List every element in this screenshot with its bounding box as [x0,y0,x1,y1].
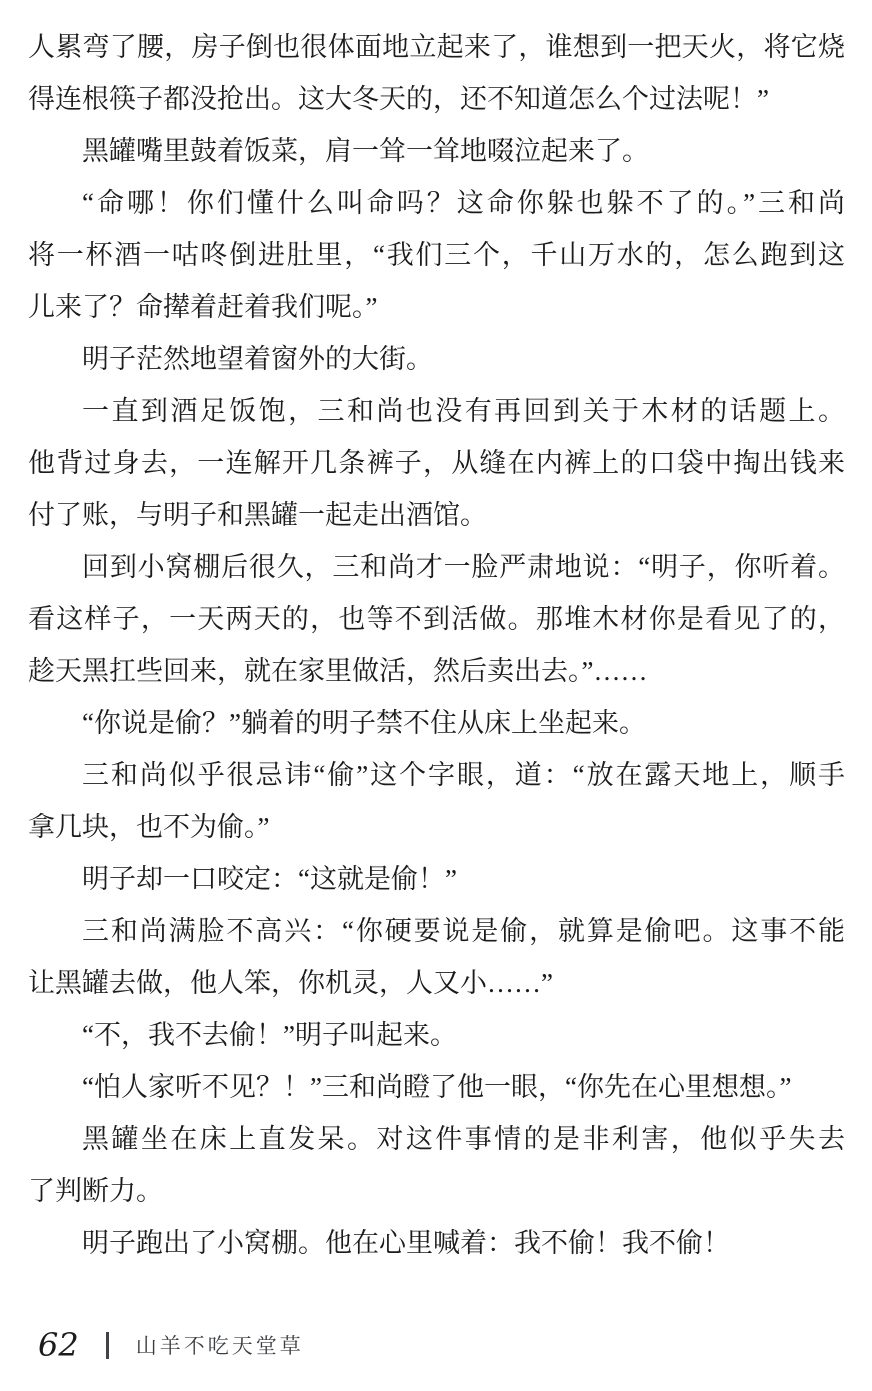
paragraph [28,905,845,1009]
text-line: 回到小窝棚后很久，三和尚才一脸严肃地说：“明子，你听着。 [82,552,845,582]
paragraph [28,1061,845,1113]
book-title: 山羊不吃天堂草 [135,1335,304,1358]
paragraph [28,697,845,749]
text-line: 趁天黑扛些回来，就在家里做活，然后卖出去。”…… [28,656,648,686]
text-line: 黑罐嘴里鼓着饭菜，肩一耸一耸地啜泣起来了。 [82,136,649,166]
text-line: 明子茫然地望着窗外的大街。 [82,344,433,374]
text-line: 明子却一口咬定：“这就是偷！” [82,864,457,894]
paragraph [28,125,845,177]
paragraph [28,749,845,853]
text-line: 他背过身去，一连解开几条裤子，从缝在内裤上的口袋中掏出钱来 [28,448,845,478]
paragraph [28,1113,845,1217]
text-line: 一直到酒足饭饱，三和尚也没有再回到关于木材的话题上。 [82,396,845,426]
paragraph [28,385,845,541]
text-line: “怕人家听不见？！”三和尚瞪了他一眼，“你先在心里想想。” [82,1072,792,1102]
paragraph [28,177,845,333]
paragraph [28,21,845,125]
text-line: “你说是偷？”躺着的明子禁不住从床上坐起来。 [82,708,646,738]
text-line: 人累弯了腰，房子倒也很体面地立起来了，谁想到一把天火，将它烧 [28,32,845,62]
text-line: “不，我不去偷！”明子叫起来。 [82,1020,457,1050]
page-number: 62 [38,1326,79,1364]
paragraph [28,853,845,905]
text-line: 了判断力。 [28,1176,163,1206]
paragraph [28,1009,845,1061]
text-line: 黑罐坐在床上直发呆。对这件事情的是非利害，他似乎失去 [82,1124,845,1154]
paragraph [28,1217,845,1269]
text-line: 三和尚似乎很忌讳“偷”这个字眼，道：“放在露天地上，顺手 [82,760,845,790]
text-line: 得连根筷子都没抢出。这大冬天的，还不知道怎么个过法呢！” [28,84,769,114]
paragraph [28,333,845,385]
page-footer [38,1322,304,1368]
text-line: “命哪！你们懂什么叫命吗？这命你躲也躲不了的。”三和尚 [82,188,845,218]
text-line: 将一杯酒一咕咚倒进肚里，“我们三个，千山万水的，怎么跑到这 [28,240,845,270]
text-line: 看这样子，一天两天的，也等不到活做。那堆木材你是看见了的， [28,604,845,634]
footer-divider [106,1332,109,1359]
text-line: 拿几块，也不为偷。” [28,812,270,842]
text-line: 儿来了？命撵着赶着我们呢。” [28,292,378,322]
text-line: 让黑罐去做，他人笨，你机灵，人又小……” [28,968,553,998]
body-text [28,21,845,1269]
text-line: 明子跑出了小窝棚。他在心里喊着：我不偷！我不偷！ [82,1228,730,1258]
paragraph [28,541,845,697]
text-line: 付了账，与明子和黑罐一起走出酒馆。 [28,500,487,530]
text-line: 三和尚满脸不高兴：“你硬要说是偷，就算是偷吧。这事不能 [82,916,845,946]
